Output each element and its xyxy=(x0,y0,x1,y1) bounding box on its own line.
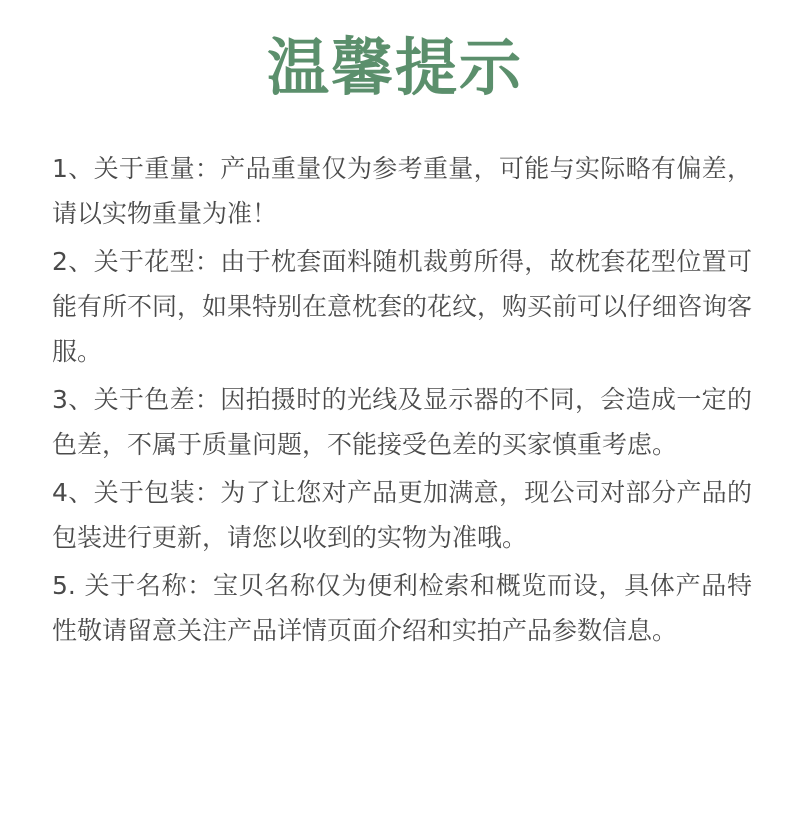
notice-list xyxy=(52,146,752,656)
notice-item-color-difference: 3、关于色差：因拍摄时的光线及显示器的不同，会造成一定的色差，不属于质量问题，不能接受色差的买家慎重考虑。 xyxy=(52,385,752,459)
notice-item-weight: 1、关于重量：产品重量仅为参考重量，可能与实际略有偏差，请以实物重量为准！ xyxy=(52,154,752,228)
notice-item-packaging: 4、关于包装：为了让您对产品更加满意，现公司对部分产品的包装进行更新，请您以收到的实物为准哦。 xyxy=(52,478,752,552)
page-title: 温馨提示 xyxy=(266,31,523,104)
notice-item-pattern: 2、关于花型：由于枕套面料随机裁剪所得，故枕套花型位置可能有所不同，如果特别在意枕套的花纹，购买前可以仔细咨询客服。 xyxy=(52,247,753,366)
notice-item-product-name: 5. 关于名称：宝贝名称仅为便利检索和概览而设，具体产品特性敬请留意关注产品详情页面介绍和实拍产品参数信息。 xyxy=(52,571,752,645)
